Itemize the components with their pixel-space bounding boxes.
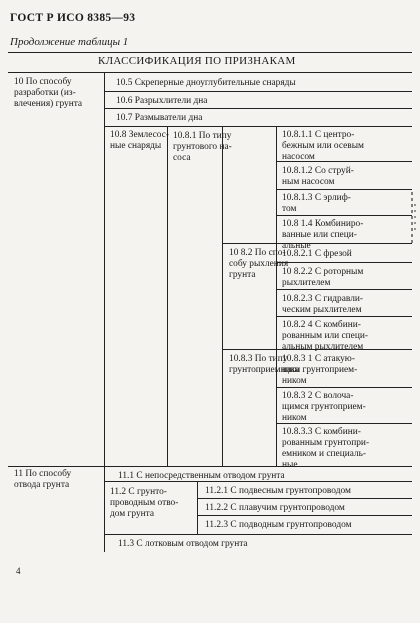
table-continuation-label: Продолжение таблицы 1	[10, 36, 129, 48]
item-10-8-3-3: 10.8.3.3 С комбини- рованным грунтопри- емником и специаль- ные	[282, 427, 370, 470]
scan-mark-icon	[408, 190, 418, 250]
table-top-border	[8, 52, 412, 53]
item-11-2-2: 11.2.2 С плавучим грунтопроводом	[205, 503, 345, 513]
row-10821-bottom	[276, 262, 412, 263]
row-1122-bottom	[197, 515, 412, 516]
item-10-8-3-2: 10.8.3 2 С волоча- щимся грунтоприем- ником	[282, 391, 366, 423]
row-106-bottom	[104, 108, 412, 109]
item-10-8-1-4: 10.8 1.4 Комбиниро- ванные или специ- альные	[282, 219, 364, 251]
item-10-8-2-4: 10.8.2 4 С комбини- рованным или специ- альным рыхлителем	[282, 320, 368, 352]
item-11-3: 11.3 С лотковым отводом грунта	[118, 539, 248, 549]
item-10-8-1: 10.8.1 По типу грунтового на- соса	[173, 131, 232, 163]
col3-divider	[222, 126, 223, 466]
row-10823-bottom	[276, 316, 412, 317]
margin-mark: 4	[16, 566, 21, 576]
item-10-5: 10.5 Скреперные дноуглубительные снаряды	[116, 78, 296, 88]
row11-head: 11 По способу отвода грунта	[14, 469, 72, 490]
row-10813-bottom	[276, 215, 412, 216]
col4-divider	[276, 126, 277, 466]
item-10-8-2: 10 8.2 По спо- собу рыхления грунта	[229, 248, 289, 280]
item-10-8-2-1: 10.8.2.1 С фрезой	[282, 249, 352, 259]
row10-head: 10 По способу разработки (из- влечения) грунта	[14, 77, 83, 109]
row-10812-bottom	[276, 189, 412, 190]
item-10-8-1-3: 10.8.1.3 С эрлиф- том	[282, 193, 351, 214]
row-105-bottom	[104, 91, 412, 92]
col1-divider	[104, 72, 105, 552]
item-11-1: 11.1 С непосредственным отводом грунта	[118, 471, 285, 481]
col2-divider	[167, 126, 168, 466]
item-10-7: 10.7 Размыватели дна	[116, 113, 203, 123]
row-10822-bottom	[276, 289, 412, 290]
item-10-8-2-3: 10.8.2.3 С гидравли- ческим рыхлителем	[282, 294, 364, 315]
item-11-2: 11.2 С грунто- проводным отво- дом грунта	[110, 487, 179, 519]
item-11-2-3: 11.2.3 С подводным грунтопроводом	[205, 520, 352, 530]
item-10-8-1-2: 10.8.1.2 Со струй- ным насосом	[282, 166, 354, 187]
row-107-bottom	[104, 126, 412, 127]
item-10-6: 10.6 Разрыхлители дна	[116, 96, 208, 106]
standard-number: ГОСТ Р ИСО 8385—93	[10, 12, 136, 24]
row-112-bottom	[104, 534, 412, 535]
row-10831-bottom	[276, 387, 412, 388]
table-title: КЛАССИФИКАЦИЯ ПО ПРИЗНАКАМ	[98, 55, 296, 67]
item-10-8-1-1: 10.8.1.1 С центро- бежным или осевым насосом	[282, 130, 364, 162]
item-10-8-3: 10.8.3 По типу грунтоприемника	[229, 354, 300, 375]
item-10-8: 10.8 Землесос- ные снаряды	[110, 130, 169, 151]
row-1121-bottom	[197, 498, 412, 499]
item-10-8-2-2: 10 8.2.2 С роторным рыхлителем	[282, 267, 364, 288]
title-bottom-border	[8, 72, 412, 73]
item-11-2-1: 11.2.1 С подвесным грунтопроводом	[205, 486, 351, 496]
item-10-8-3-1: 10.8.3 1 С атакую- щим грунтоприем- ником	[282, 354, 358, 386]
col3-divider-112	[197, 481, 198, 534]
